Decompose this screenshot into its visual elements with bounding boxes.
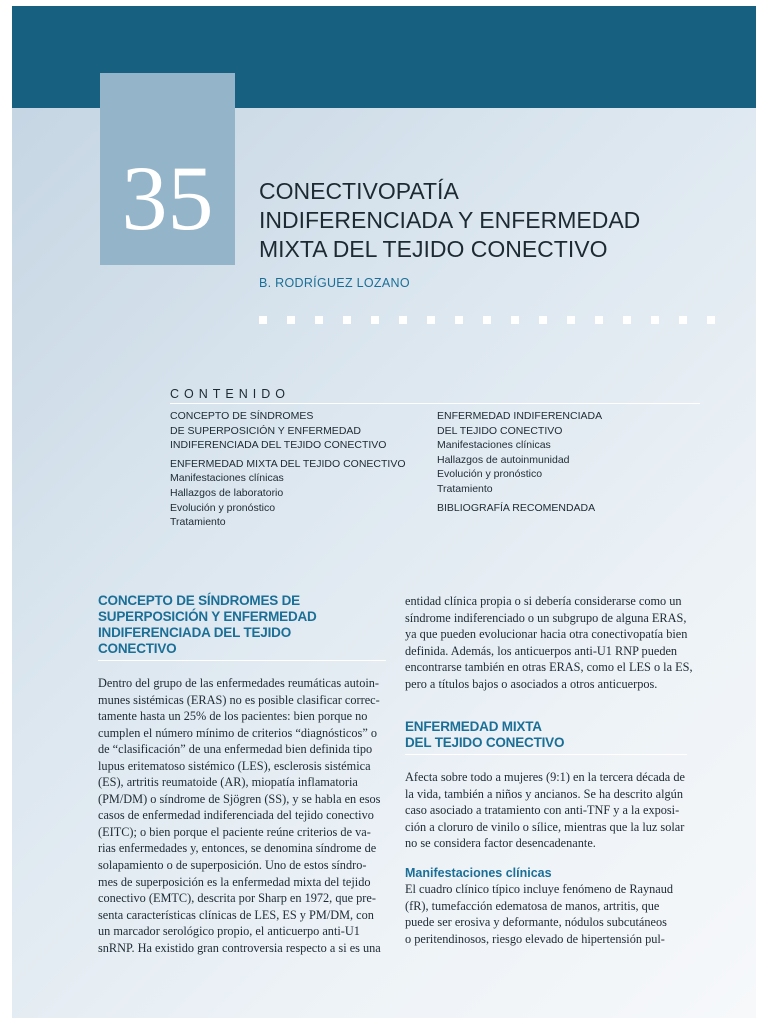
- text-line: (fR), tumefacción edematosa de manos, artritis, que: [405, 898, 660, 913]
- subsection-heading: Manifestaciones clínicas: [405, 866, 552, 881]
- section-body: [405, 769, 705, 852]
- decorative-dot: [651, 316, 659, 324]
- section-heading: [405, 719, 705, 751]
- section-heading-line: ENFERMEDAD MIXTA: [405, 719, 542, 735]
- chapter-author: B. RODRÍGUEZ LOZANO: [259, 276, 410, 290]
- text-line: de “clasificación” de una enfermedad bien definida tipo: [98, 742, 373, 757]
- decorative-dot: [399, 316, 407, 324]
- toc-entry: Hallazgos de laboratorio: [170, 486, 284, 499]
- chapter-title: [259, 177, 729, 264]
- text-line: cumplen el número mínimo de criterios “diagnósticos” o: [98, 725, 377, 740]
- toc-entry: Tratamiento: [170, 516, 226, 529]
- contents-left-column: [170, 409, 406, 530]
- toc-entry: Tratamiento: [437, 482, 493, 495]
- section-heading-line: SUPERPOSICIÓN Y ENFERMEDAD: [98, 609, 317, 624]
- text-line: encontrarse también en otras ERAS, como el LES o la ES,: [405, 660, 693, 675]
- text-line: munes sistémicas (ERAS) no es posible clasificar correc-: [98, 692, 380, 707]
- decorative-dot: [343, 316, 351, 324]
- chapter-title-line: MIXTA DEL TEJIDO CONECTIVO: [259, 236, 608, 262]
- contents-right-column: [437, 409, 602, 515]
- decorative-dot: [595, 316, 603, 324]
- text-line: caso asociado a tratamiento con anti-TNF y a la exposi-: [405, 803, 680, 818]
- decorative-dot: [455, 316, 463, 324]
- left-column: [98, 593, 398, 956]
- toc-entry: DE SUPERPOSICIÓN Y ENFERMEDAD: [170, 424, 361, 437]
- section-heading-line: CONCEPTO DE SÍNDROMES DE: [98, 593, 300, 608]
- decorative-dot: [483, 316, 491, 324]
- contents-heading: CONTENIDO: [170, 387, 290, 401]
- decorative-dot: [511, 316, 519, 324]
- text-line: ya que pueden evolucionar hacia otra conectivopatía bien: [405, 627, 688, 642]
- heading-divider: [98, 660, 386, 661]
- text-line: lupus eritematoso sistémico (LES), esclerosis sistémica: [98, 758, 371, 773]
- text-line: snRNP. Ha existido gran controversia respecto a si es una: [98, 940, 381, 955]
- decorative-dot: [539, 316, 547, 324]
- text-line: Afecta sobre todo a mujeres (9:1) en la tercera década de: [405, 770, 685, 785]
- contents-divider: [170, 403, 700, 404]
- toc-entry: CONCEPTO DE SÍNDROMES: [170, 410, 314, 422]
- chapter-title-line: INDIFERENCIADA Y ENFERMEDAD: [259, 207, 641, 233]
- section-heading-line: DEL TEJIDO CONECTIVO: [405, 735, 565, 751]
- text-line: conectivo (EMTC), descrita por Sharp en 1972, que pre-: [98, 891, 376, 906]
- text-line: senta características clínicas de LES, ES y PM/DM, con: [98, 907, 374, 922]
- chapter-title-line: CONECTIVOPATÍA: [259, 178, 459, 204]
- section-heading-line: CONECTIVO: [98, 641, 177, 656]
- toc-entry: INDIFERENCIADA DEL TEJIDO CONECTIVO: [170, 439, 387, 452]
- text-line: un marcador serológico propio, el anticuerpo anti-U1: [98, 924, 360, 939]
- text-line: o peritendinosos, riesgo elevado de hipertensión pul-: [405, 931, 665, 946]
- text-line: (PM/DM) o síndrome de Sjögren (SS), y se habla en esos: [98, 791, 381, 806]
- toc-entry: Manifestaciones clínicas: [170, 472, 284, 485]
- text-line: no se considera factor desencadenante.: [405, 836, 596, 851]
- toc-entry: Manifestaciones clínicas: [437, 439, 551, 452]
- toc-entry: DEL TEJIDO CONECTIVO: [437, 424, 563, 437]
- decorative-dot: [679, 316, 687, 324]
- text-line: (ES), artritis reumatoide (AR), miopatía inflamatoria: [98, 775, 358, 790]
- toc-entry: Evolución y pronóstico: [437, 468, 543, 481]
- text-line: Dentro del grupo de las enfermedades reumáticas autoin-: [98, 676, 380, 690]
- toc-entry: ENFERMEDAD MIXTA DEL TEJIDO CONECTIVO: [170, 457, 406, 470]
- decorative-dot: [259, 316, 267, 324]
- text-line: tamente hasta un 25% de los pacientes: bien porque no: [98, 709, 368, 724]
- text-line: mes de superposición es la enfermedad mixta del tejido: [98, 874, 371, 889]
- toc-entry: BIBLIOGRAFÍA RECOMENDADA: [437, 501, 596, 514]
- text-line: entidad clínica propia o si debería considerarse como un: [405, 594, 682, 608]
- decorative-dot: [623, 316, 631, 324]
- book-page: [12, 6, 756, 1018]
- heading-divider: [405, 754, 687, 755]
- toc-entry: Hallazgos de autoinmunidad: [437, 453, 570, 466]
- decorative-dot: [707, 316, 715, 324]
- decorative-dots: [259, 316, 729, 326]
- text-line: síndrome indiferenciado o un subgrupo de alguna ERAS,: [405, 610, 687, 625]
- text-line: puede ser erosiva y deformante, nódulos subcutáneos: [405, 915, 667, 930]
- subsection-body: [405, 881, 705, 947]
- decorative-dot: [427, 316, 435, 324]
- toc-entry: Evolución y pronóstico: [170, 501, 276, 514]
- text-line: definida. Además, los anticuerpos anti-U1 RNP pueden: [405, 643, 678, 658]
- text-line: la vida, también a niños y ancianos. Se ha descrito algún: [405, 786, 683, 801]
- text-line: rias enfermedades y, entonces, se denomina síndrome de: [98, 841, 377, 856]
- decorative-dot: [287, 316, 295, 324]
- text-line: (EITC); o bien porque el paciente reúne criterios de va-: [98, 824, 371, 839]
- right-column: [405, 593, 705, 947]
- decorative-dot: [371, 316, 379, 324]
- toc-entry: ENFERMEDAD INDIFERENCIADA: [437, 410, 603, 422]
- text-line: pero a títulos bajos o asociados a otros anticuerpos.: [405, 676, 658, 691]
- chapter-number: 35: [121, 147, 214, 249]
- section-heading: [98, 593, 398, 657]
- text-line: casos de enfermedad indiferenciada del tejido conectivo: [98, 808, 374, 823]
- text-line: ción a cloruro de vinilo o sílice, mientras que la luz solar: [405, 819, 685, 834]
- section-heading-line: INDIFERENCIADA DEL TEJIDO: [98, 625, 292, 640]
- section-body: [98, 675, 398, 956]
- decorative-dot: [567, 316, 575, 324]
- text-line: El cuadro clínico típico incluye fenómeno de Raynaud: [405, 882, 674, 897]
- decorative-dot: [315, 316, 323, 324]
- text-line: solapamiento o de superposición. Uno de estos síndro-: [98, 858, 367, 873]
- section-body-continued: [405, 593, 705, 692]
